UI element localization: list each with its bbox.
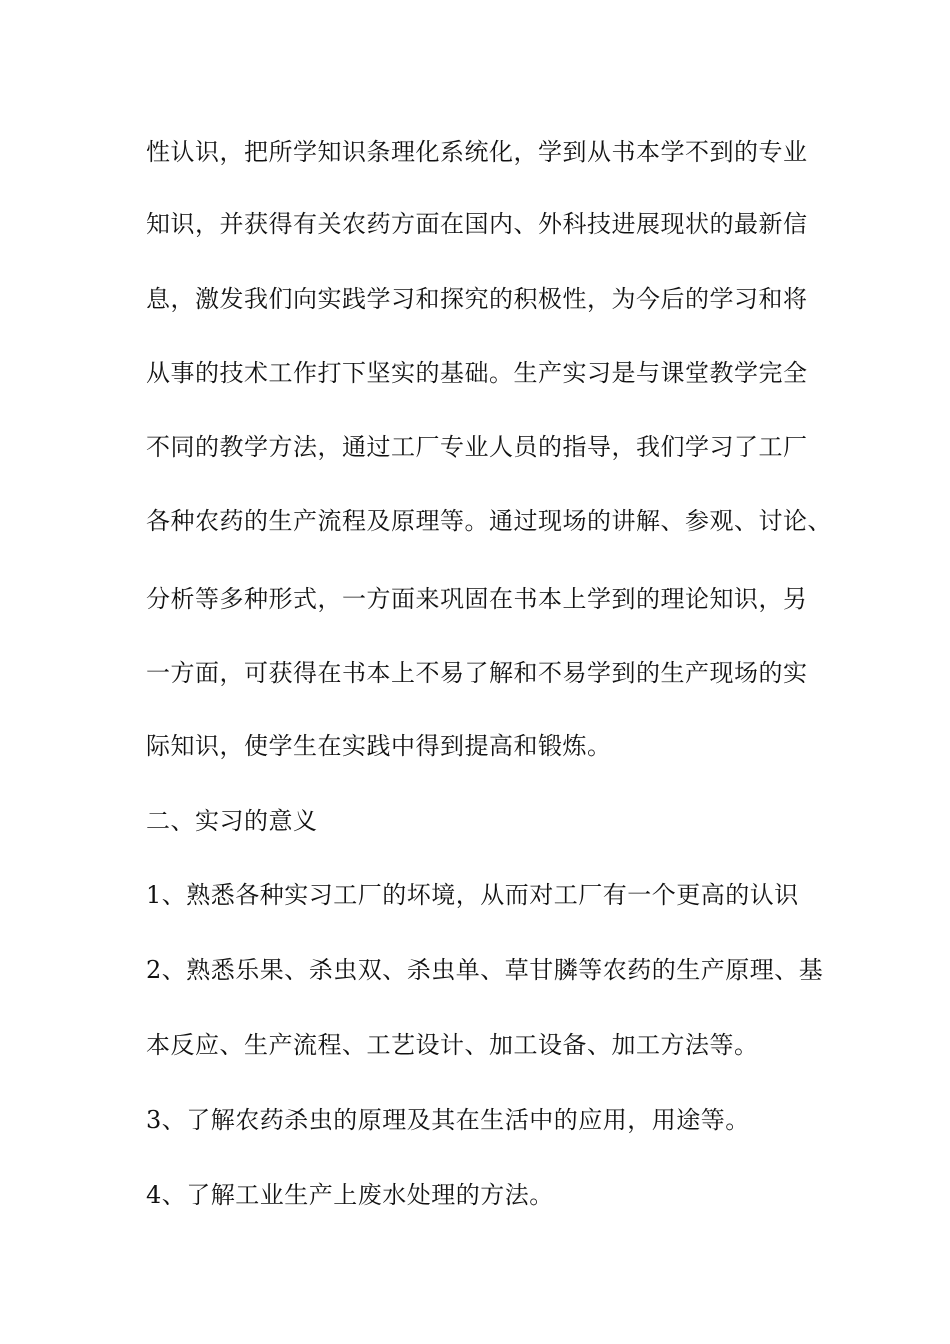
list-item: 1、熟悉各种实习工厂的坏境，从而对工厂有一个更高的认识 bbox=[146, 881, 799, 909]
paragraph-line: 不同的教学方法，通过工厂专业人员的指导，我们学习了工厂 bbox=[146, 433, 808, 461]
paragraph-line: 各种农药的生产流程及原理等。通过现场的讲解、参观、讨论、 bbox=[146, 507, 832, 535]
paragraph-line: 一方面，可获得在书本上不易了解和不易学到的生产现场的实 bbox=[146, 659, 808, 687]
paragraph-line: 性认识，把所学知识条理化系统化，学到从书本学不到的专业 bbox=[146, 138, 808, 166]
paragraph-line: 际知识，使学生在实践中得到提高和锻炼。 bbox=[146, 732, 612, 760]
list-item: 4、了解工业生产上废水处理的方法。 bbox=[146, 1181, 554, 1209]
paragraph-line: 息，激发我们向实践学习和探究的积极性，为今后的学习和将 bbox=[146, 285, 808, 313]
list-item: 3、了解农药杀虫的原理及其在生活中的应用，用途等。 bbox=[146, 1106, 750, 1134]
list-item: 2、熟悉乐果、杀虫双、杀虫单、草甘膦等农药的生产原理、基 bbox=[146, 956, 824, 984]
paragraph-line: 分析等多种形式，一方面来巩固在书本上学到的理论知识，另 bbox=[146, 585, 808, 613]
paragraph-line: 从事的技术工作打下坚实的基础。生产实习是与课堂教学完全 bbox=[146, 359, 808, 387]
section-heading: 二、实习的意义 bbox=[146, 807, 318, 835]
paragraph-line: 知识，并获得有关农药方面在国内、外科技进展现状的最新信 bbox=[146, 210, 808, 238]
list-item-continuation: 本反应、生产流程、工艺设计、加工设备、加工方法等。 bbox=[146, 1031, 759, 1059]
